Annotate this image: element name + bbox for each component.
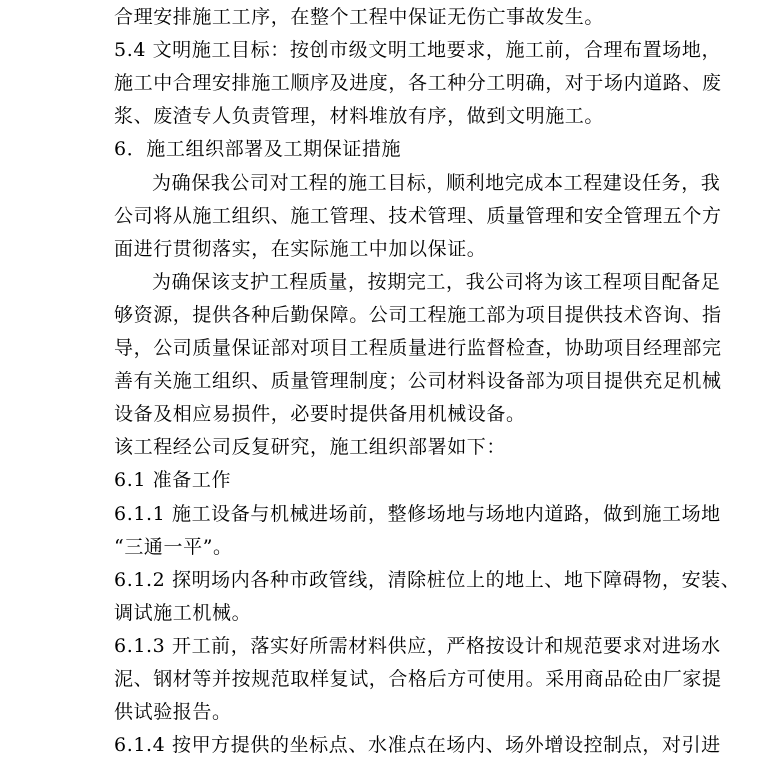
section-6-1-1-line: 6.1.1 施工设备与机械进场前，整修场地与场地内道路，做到施工场地: [114, 502, 721, 525]
section-6-heading: 6．施工组织部署及工期保证措施: [114, 138, 402, 161]
paragraph-line: 设备及相应易损件，必要时提供备用机械设备。: [114, 403, 526, 426]
paragraph-line: 调试施工机械。: [114, 601, 252, 624]
paragraph-line: 供试验报告。: [114, 701, 232, 724]
paragraph-line: 为确保我公司对工程的施工目标，顺利地完成本工程建设任务，我: [152, 171, 721, 194]
paragraph-line: 为确保该支护工程质量，按期完工，我公司将为该工程项目配备足: [152, 270, 721, 293]
section-6-1-4-line: 6.1.4 按甲方提供的坐标点、水准点在场内、场外增设控制点，对引进: [114, 734, 721, 757]
paragraph-line: “三通一平”。: [114, 535, 233, 558]
paragraph-line: 面进行贯彻落实，在实际施工中加以保证。: [114, 237, 487, 260]
section-6-1-3-line: 6.1.3 开工前，落实好所需材料供应，严格按设计和规范要求对进场水: [114, 634, 721, 657]
section-6-1-2-line: 6.1.2 探明场内各种市政管线，清除桩位上的地上、地下障碍物，安装、: [114, 568, 741, 591]
section-6-1-heading: 6.1 准备工作: [114, 469, 232, 492]
paragraph-line: 浆、废渣专人负责管理，材料堆放有序，做到文明施工。: [114, 105, 605, 128]
paragraph-line: 善有关施工组织、质量管理制度；公司材料设备部为项目提供充足机械: [114, 370, 722, 393]
paragraph-line: 导，公司质量保证部对项目工程质量进行监督检查，协助项目经理部完: [114, 337, 722, 359]
paragraph-line: 泥、钢材等并按规范取样复试，合格后方可使用。采用商品砼由厂家提: [114, 668, 722, 690]
paragraph-line: 公司将从施工组织、施工管理、技术管理、质量管理和安全管理五个方: [114, 204, 722, 227]
section-5-4-line: 5.4 文明施工目标：按创市级文明工地要求，施工前，合理布置场地，: [114, 39, 722, 62]
paragraph-line: 该工程经公司反复研究，施工组织部署如下：: [114, 436, 507, 459]
paragraph-line: 够资源，提供各种后勤保障。公司工程施工部为项目提供技术咨询、指: [114, 303, 722, 326]
paragraph-line: 合理安排施工工序，在整个工程中保证无伤亡事故发生。: [114, 6, 605, 28]
paragraph-line: 施工中合理安排施工顺序及进度，各工种分工明确，对于场内道路、废: [114, 72, 722, 95]
